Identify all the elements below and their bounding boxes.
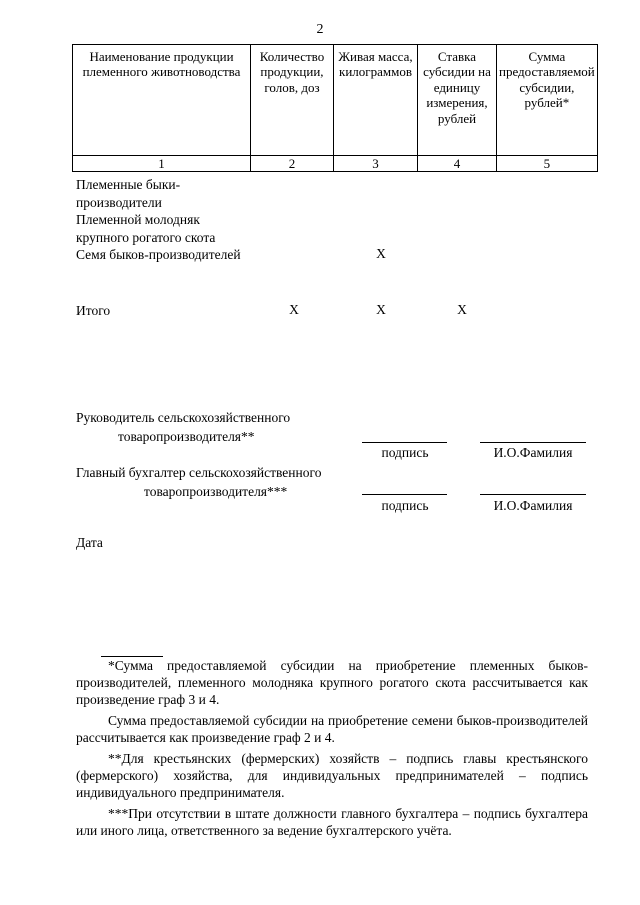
- footnote-2: Сумма предоставляемой субсидии на приобретение семени быков-производителей рассчитывается как произведение граф 2 и 4.: [76, 713, 588, 745]
- footnotes: [76, 656, 588, 843]
- row-bulls-name: Племенные быки-производители: [76, 177, 181, 210]
- signature-role-accountant: [76, 463, 366, 501]
- signature-role-head: [76, 408, 336, 446]
- table-header-row: [73, 45, 598, 156]
- row-total-col2-mark: Х: [289, 302, 299, 317]
- signature-caption-accountant: подпись: [381, 498, 429, 513]
- column-number-3: 3: [334, 156, 418, 172]
- signature-line-head: [362, 442, 447, 443]
- row-young-cattle-name: Племенной молодняк крупного рогатого скота: [76, 212, 216, 245]
- header-rate: Ставка субсидии на единицу измерения, рублей: [418, 45, 497, 156]
- column-number-2: 2: [251, 156, 334, 172]
- row-semen-name: Семя быков-производителей: [76, 247, 241, 262]
- footnote-4: ***При отсутствии в штате должности главного бухгалтера – подпись бухгалтера или иного лица, ответственного за ведение бухгалтерского учёта.: [76, 806, 588, 838]
- column-number-4: 4: [418, 156, 497, 172]
- table-number-row: [73, 156, 598, 172]
- name-line-head: [480, 442, 586, 443]
- footnote-3: **Для крестьянских (фермерских) хозяйств – подпись главы крестьянского (фермерского) хозяйства, для индивидуальных предпринимателей – подпись индивидуального предпринимателя.: [76, 751, 588, 800]
- column-number-5: 5: [497, 156, 598, 172]
- row-total-col4-mark: Х: [457, 302, 467, 317]
- header-product-name: Наименование продукции племенного животноводства: [73, 45, 251, 156]
- column-number-1: 1: [73, 156, 251, 172]
- header-quantity: Количество продукции, голов, доз: [251, 45, 334, 156]
- row-total-name: Итого: [76, 303, 111, 318]
- page-number: 2: [316, 22, 324, 37]
- header-subsidy-sum: Сумма предоставляемой субсидии, рублей*: [497, 45, 598, 156]
- row-total-col3-mark: Х: [376, 302, 386, 317]
- header-live-weight: Живая масса, килограммов: [334, 45, 418, 156]
- signature-line-accountant: [362, 494, 447, 495]
- subsidy-table: [72, 44, 598, 172]
- footnote-1: *Сумма предоставляемой субсидии на приобретение племенных быков-производителей, племенного молодняка крупного рогатого скота рассчитывается как произведение граф 3 и 4.: [76, 658, 588, 707]
- signature-role-accountant-text: Главный бухгалтер сельскохозяйственного товаропроизводителя***: [76, 465, 322, 499]
- signature-caption-head: подпись: [381, 445, 429, 460]
- name-caption-accountant: И.О.Фамилия: [493, 498, 573, 513]
- name-caption-head: И.О.Фамилия: [493, 445, 573, 460]
- signature-role-head-text: Руководитель сельскохозяйственного товаропроизводителя**: [76, 410, 291, 444]
- name-line-accountant: [480, 494, 586, 495]
- row-semen-col3-mark: Х: [376, 246, 386, 261]
- date-label: Дата: [76, 535, 103, 550]
